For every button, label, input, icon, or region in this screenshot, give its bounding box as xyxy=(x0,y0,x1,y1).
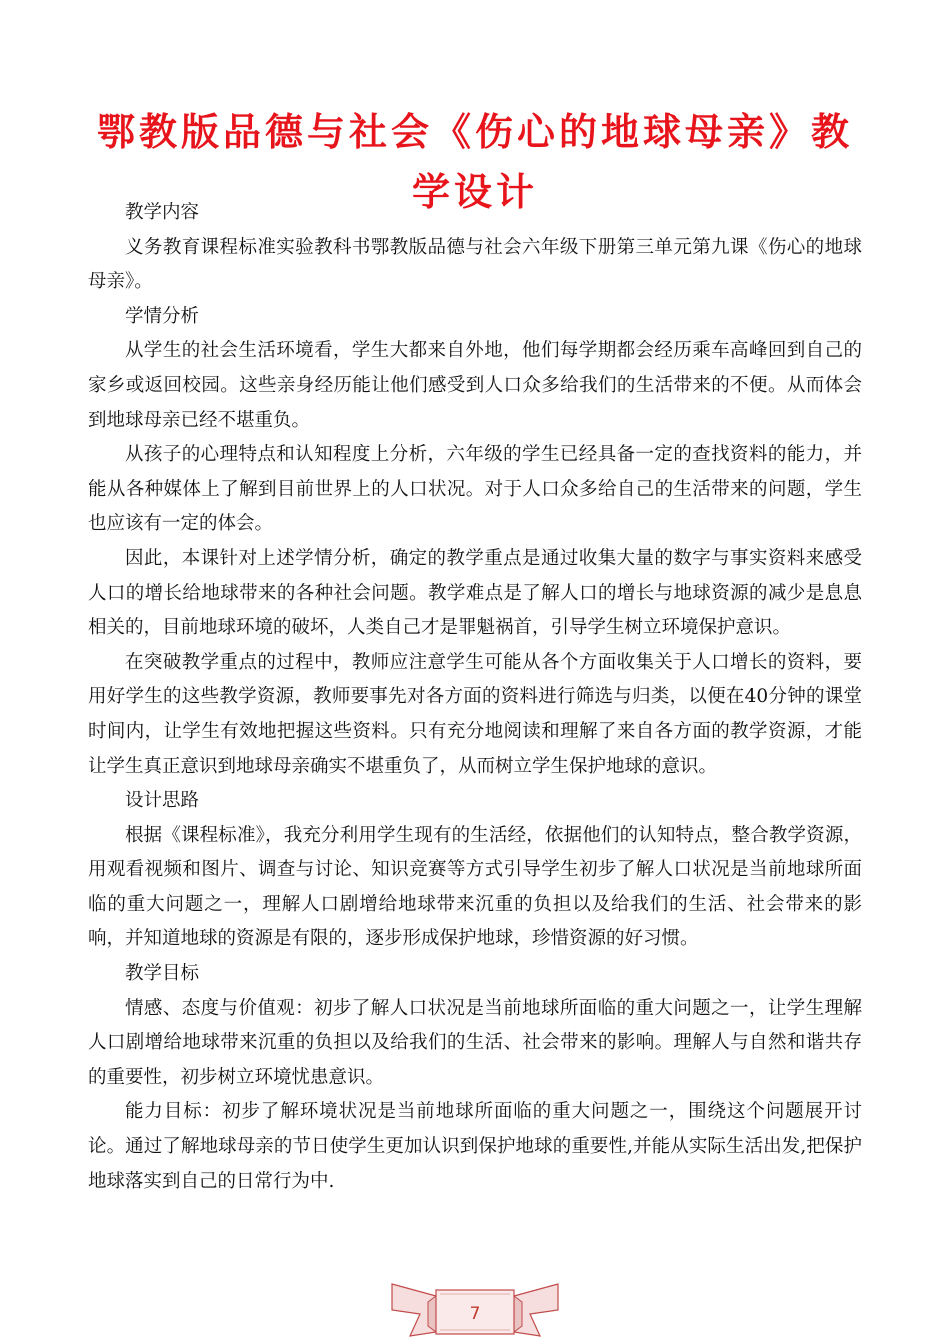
page-number-ribbon xyxy=(390,1276,560,1342)
paragraph: 根据《课程标准》，我充分利用学生现有的生活经，依据他们的认知特点，整合教学资源，用观看视频和图片、调查与讨论、知识竞赛等方式引导学生初步了解人口状况是当前地球所面临的重大问题之一，理解人口剧增给地球带来沉重的负担以及给我们的生活、社会带来的影响，并知道地球的资源是有限的，逐步形成保护地球，珍惜资源的好习惯。 xyxy=(88,824,862,950)
document-title: 鄂教版品德与社会《伤心的地球母亲》教学设计 xyxy=(96,110,853,214)
paragraph: 从学生的社会生活环境看，学生大都来自外地，他们每学期都会经历乘车高峰回到自己的家乡或返回校园。这些亲身经历能让他们感受到人口众多给我们的生活带来的不便。从而体会到地球母亲已经不堪重负。 xyxy=(88,340,862,431)
section-heading-content: 教学内容 xyxy=(125,202,200,223)
paragraph: 在突破教学重点的过程中，教师应注意学生可能从各个方面收集关于人口增长的资料，要用好学生的这些教学资源，教师要事先对各方面的资料进行筛选与归类，以便在40分钟的课堂时间内，让学生有效地把握这些资料。只有充分地阅读和理解了来自各方面的教学资源，才能让学生真正意识到地球母亲确实不堪重负了，从而树立学生保护地球的意识。 xyxy=(88,651,862,777)
paragraph: 从孩子的心理特点和认知程度上分析，六年级的学生已经具备一定的查找资料的能力，并能从各种媒体上了解到目前世界上的人口状况。对于人口众多给自己的生活带来的问题，学生也应该有一定的体会。 xyxy=(88,444,862,535)
section-heading-design: 设计思路 xyxy=(125,790,200,812)
document-body xyxy=(88,196,862,1199)
section-heading-analysis: 学情分析 xyxy=(125,305,200,327)
section-heading-goals: 教学目标 xyxy=(125,963,200,985)
page-number: 7 xyxy=(469,1304,481,1324)
paragraph: 义务教育课程标准实验教科书鄂教版品德与社会六年级下册第三单元第九课《伤心的地球母亲》。 xyxy=(88,236,862,293)
paragraph: 情感、态度与价值观：初步了解人口状况是当前地球所面临的重大问题之一，让学生理解人口剧增给地球带来沉重的负担以及给我们的生活、社会带来的影响。理解人与自然和谐共存的重要性，初步树立环境忧患意识。 xyxy=(88,997,862,1088)
paragraph: 能力目标：初步了解环境状况是当前地球所面临的重大问题之一，围绕这个问题展开讨论。通过了解地球母亲的节日使学生更加认识到保护地球的重要性,并能从实际生活出发,把保护地球落实到自己的日常行为中. xyxy=(88,1101,862,1192)
paragraph: 因此，本课针对上述学情分析，确定的教学重点是通过收集大量的数字与事实资料来感受人口的增长给地球带来的各种社会问题。教学难点是了解人口的增长与地球资源的减少是息息相关的，目前地球环境的破坏，人类自己才是罪魁祸首，引导学生树立环境保护意识。 xyxy=(88,547,862,639)
